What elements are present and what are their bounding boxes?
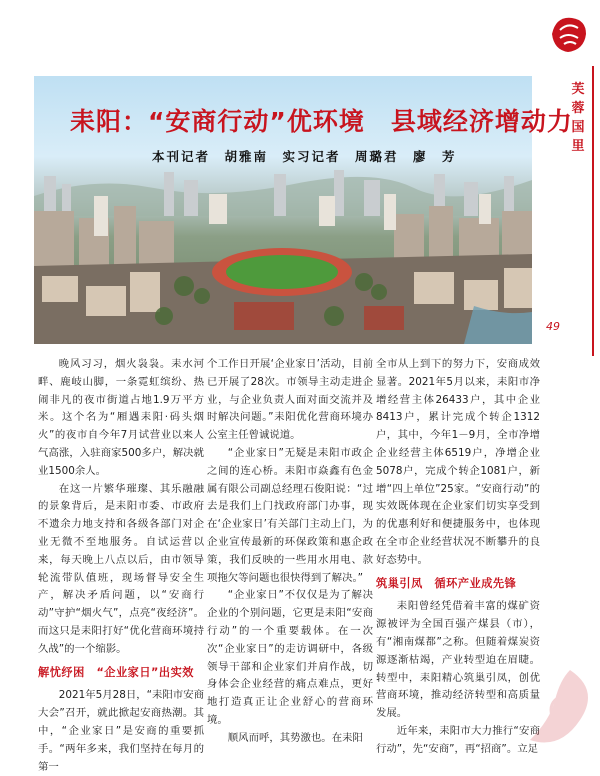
decorative-flower-icon [510, 650, 600, 760]
article-byline: 本刊记者 胡雅南 实习记者 周璐君 廖 芳 [152, 149, 457, 164]
section-label: 芙蓉国里 [571, 82, 585, 154]
article-column-2 [207, 356, 373, 748]
stadium-field [226, 255, 338, 289]
paragraph: 耒阳曾经凭借着丰富的煤矿资源被评为全国百强产煤县（市），有“湘南煤都”之称。但随着煤炭资源逐渐枯竭，产业转型迫在眉睫。转型中，耒阳精心筑巢引凤，创优营商环境，推动经济转型和高质量发展。 [376, 600, 540, 720]
side-accent-bar [592, 66, 594, 356]
article-column-1 [38, 356, 204, 776]
article-title: 耒阳：“安商行动”优环境 县域经济增动力 [70, 107, 573, 136]
paragraph: 顺风而呼，其势激也。在耒阳 [227, 731, 363, 744]
paragraph: “企业家日”无疑是耒阳市政企之间的连心桥。耒阳市焱鑫有色金属有限公司副总经理石俊阳说：“过去是我们上门找政府部门办事，现在‘企业家日’有关部门主动上门，为企业宣传最新的环保政策和惠企政策，我们反映的一些用水用电、款项拖欠等问题也很快得到了解决。” [207, 446, 373, 584]
paragraph: 近年来，耒阳市大力推行“安商行动”，先“安商”，再“招商”。立足 [376, 724, 540, 755]
paragraph: 全市从上到下的努力下，安商成效显著。2021年5月以来，耒阳市净增经营主体26433户，其中企业8413户，累计完成个转企1312户，其中，今年1－9月，全市净增企业经营主体6519户，净增企业5078户，完成个转企1081户，新增“四上单位”25家。“安商行动”的实效既体现在企业家们切实享受到的优惠利好和便捷服务中，也体现在全市企业经营状况不断攀升的良好态势中。 [376, 358, 540, 566]
page-number: 49 [546, 320, 560, 333]
magazine-logo-icon [546, 10, 592, 58]
section-heading: 解忧纾困 “企业家日”出实效 [38, 665, 194, 679]
paragraph: 晚风习习，烟火袅袅。耒水河畔、鹿岐山脚，一条霓虹缤纷、热闹非凡的夜市街道占地1.9万平方米。这个名为“厢遇耒阳·码头烟火”的夜市自今年7月试营业以来人气高涨，入驻商家500多户，解决就业1500余人。 [38, 358, 204, 477]
paragraph: 在这一片繁华璀璨、其乐融融的景象背后，是耒阳市委、市政府不遗余力地支持和各级各部门对企业无微不至地服务。自试运营以来，每天晚上八点以后，由市领导轮流带队值班，现场督导安全生产，解决矛盾问题，以“安商行动”守护“烟火气”，点亮“夜经济”。而这只是耒阳打好“优化营商环境持久战”的一个缩影。 [38, 482, 204, 655]
paragraph: “企业家日”不仅仅是为了解决企业的个别问题，它更是耒阳“安商行动”的一个重要载体。在一次次“企业家日”的走访调研中，各级领导干部和企业家们并肩作战，切身体会企业经营的痛点难点，更好地打造真正让企业舒心的营商环境。 [207, 589, 373, 726]
paragraph: 个工作日开展‘企业家日’活动，目前已开展了28次。市领导主动走进企业，与企业负责人面对面交流并及时解决问题。”耒阳优化营商环境办公室主任曾诚说道。 [207, 358, 373, 442]
section-heading: 筑巢引凤 循环产业成先锋 [376, 576, 517, 590]
paragraph: 2021年5月28日，“耒阳市安商大会”召开，就此掀起安商热潮。其中，“企业家日”是安商的重要抓手。“两年多来，我们坚持在每月的第一 [38, 689, 204, 773]
